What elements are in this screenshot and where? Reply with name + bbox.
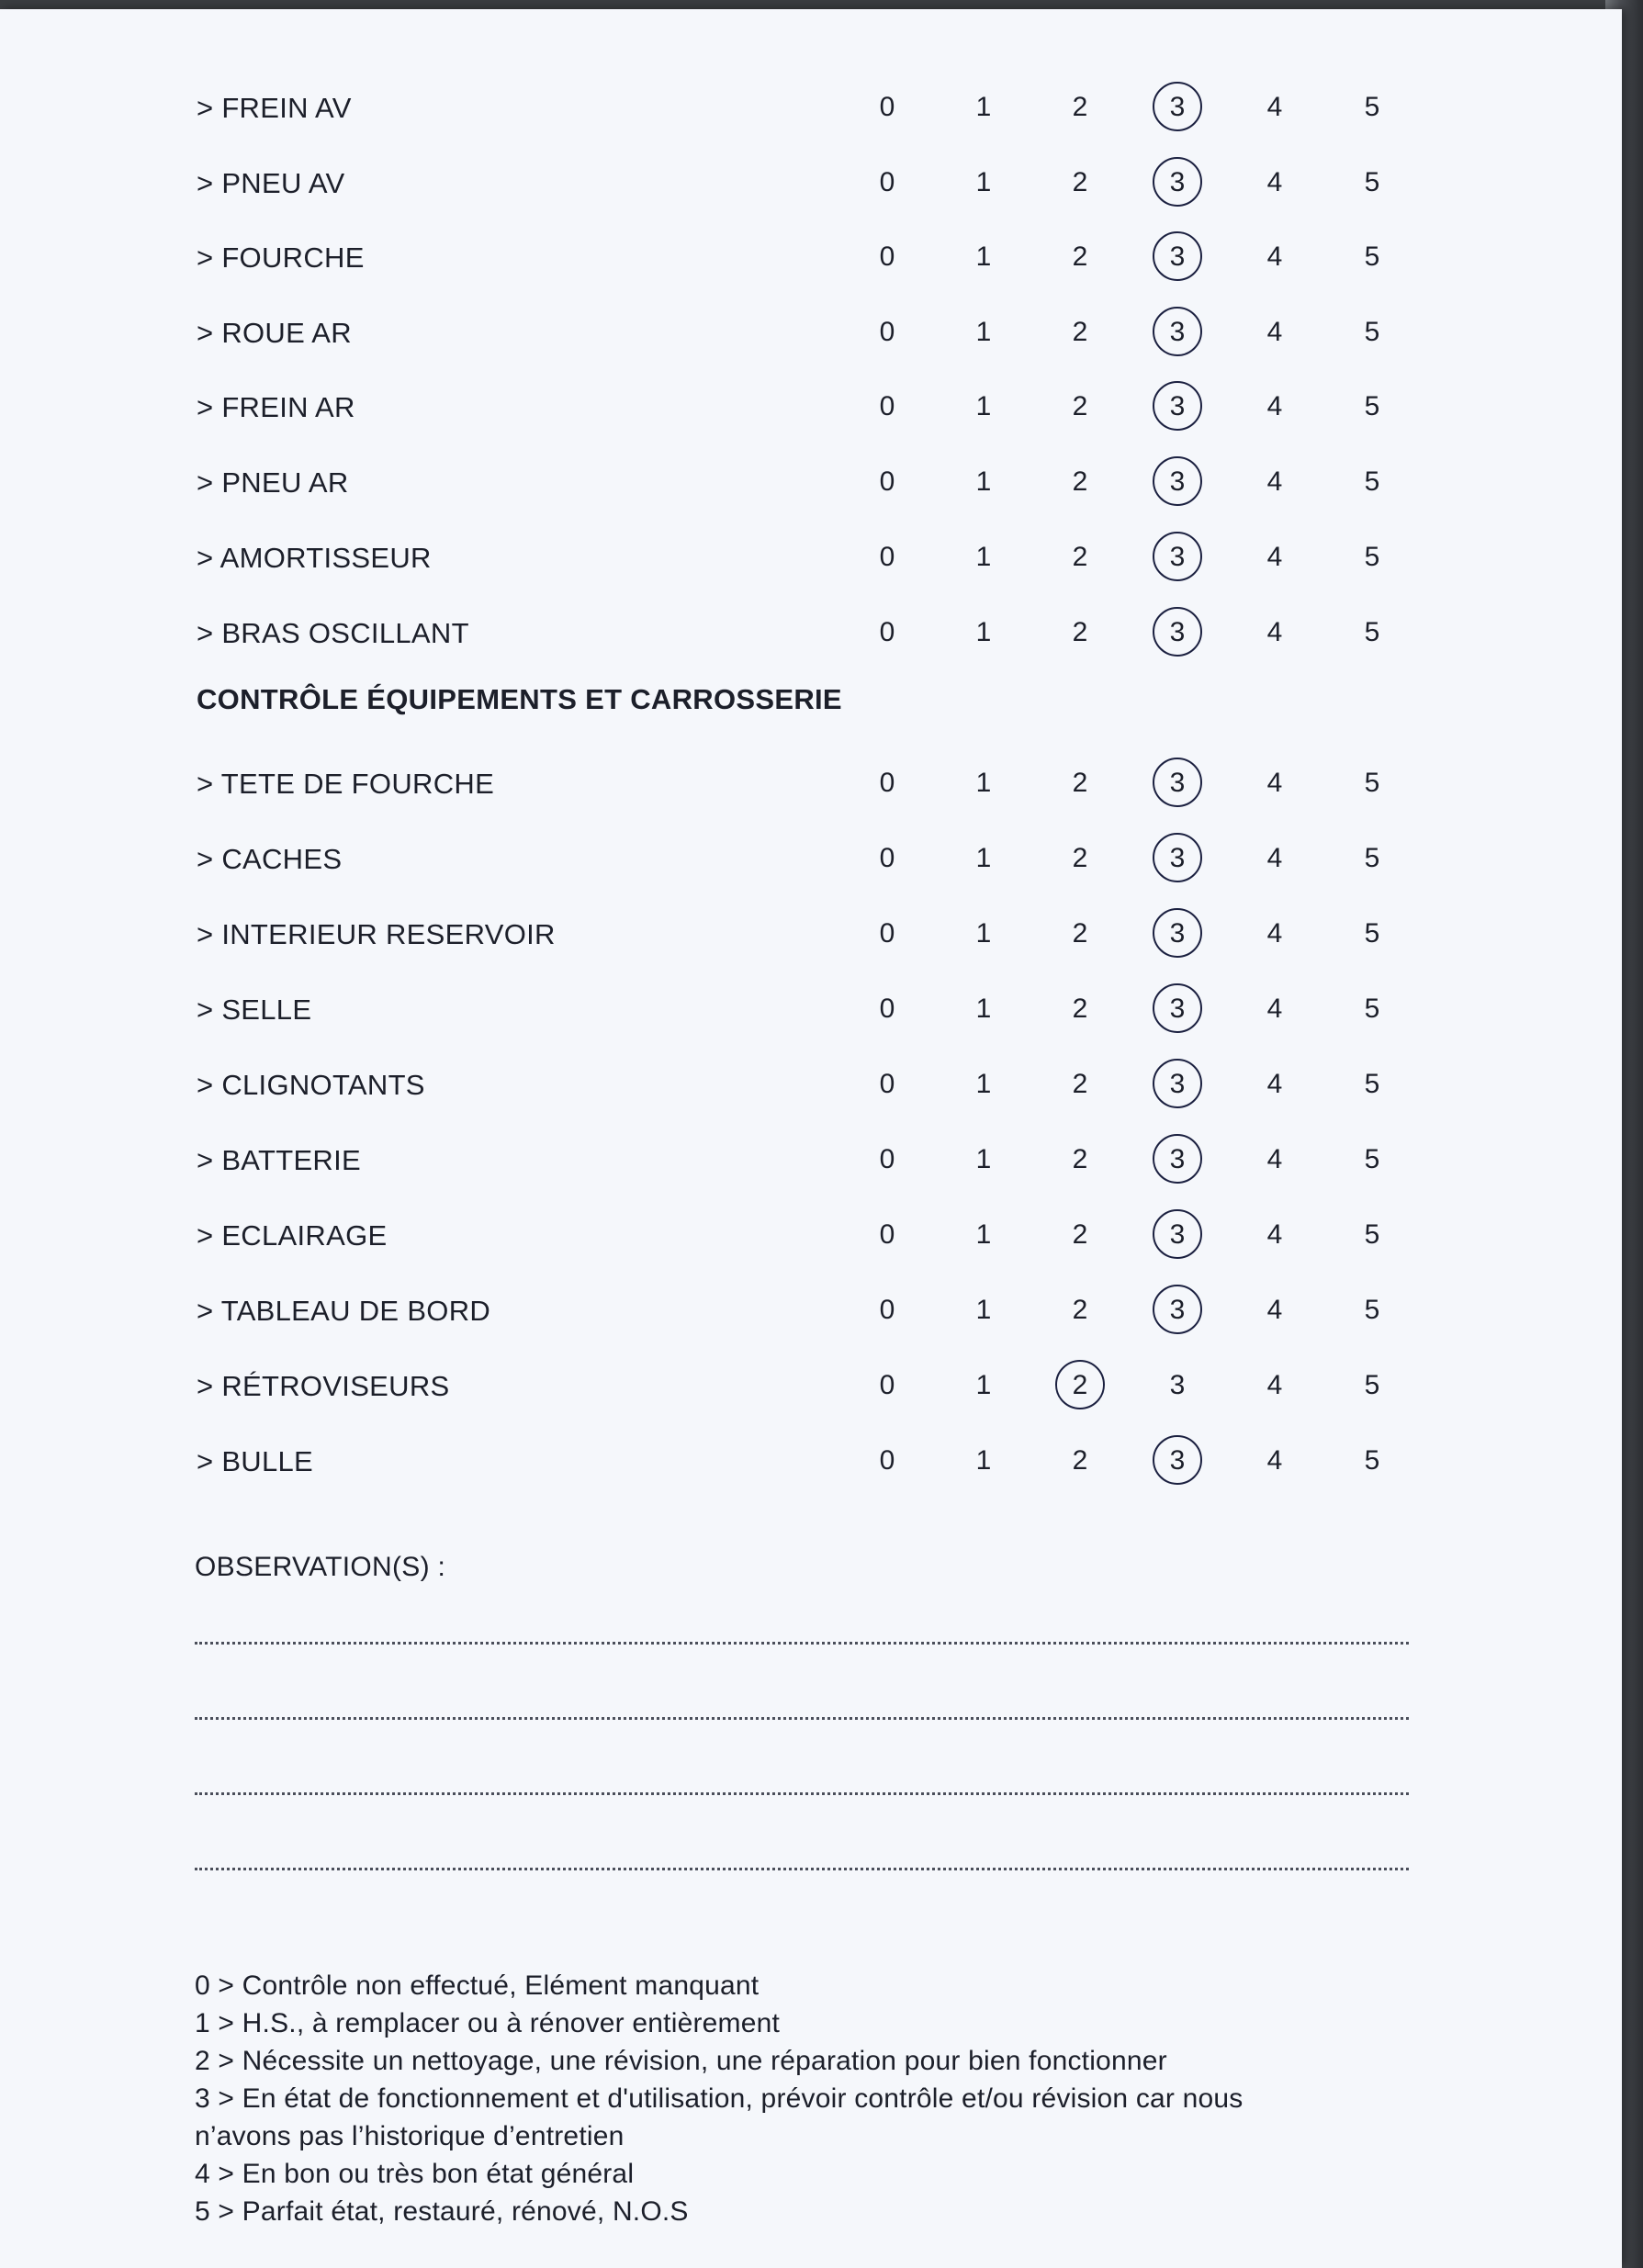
score-option[interactable]: 2 <box>1072 918 1088 949</box>
score-option[interactable]: 2 <box>1072 1370 1088 1400</box>
checklist-row <box>0 1359 1622 1414</box>
row-label: > TETE DE FOURCHE <box>197 768 495 800</box>
legend-line: n’avons pas l’historique d’entretien <box>195 2121 625 2151</box>
score-option[interactable]: 1 <box>975 92 992 122</box>
score-option[interactable]: 0 <box>879 1370 895 1400</box>
score-option[interactable]: 1 <box>975 1370 992 1400</box>
section-title: CONTRÔLE ÉQUIPEMENTS ET CARROSSERIE <box>197 683 842 715</box>
score-option[interactable]: 2 <box>1072 994 1088 1024</box>
selected-score-circle <box>1153 1134 1202 1184</box>
selected-score-circle <box>1153 381 1202 431</box>
selected-score-circle <box>1153 833 1202 882</box>
selected-score-circle <box>1153 983 1202 1033</box>
checklist-row <box>0 832 1622 887</box>
score-option[interactable]: 1 <box>975 542 992 572</box>
score-option[interactable]: 2 <box>1072 1069 1088 1099</box>
score-option[interactable]: 0 <box>879 391 895 421</box>
score-option[interactable]: 5 <box>1364 92 1380 122</box>
score-option[interactable]: 4 <box>1266 1295 1283 1325</box>
checklist-row <box>0 1284 1622 1339</box>
selected-score-circle <box>1153 307 1202 356</box>
score-option[interactable]: 2 <box>1072 317 1088 347</box>
score-option[interactable]: 5 <box>1364 1069 1380 1099</box>
score-option[interactable]: 4 <box>1266 1445 1283 1476</box>
score-option[interactable]: 4 <box>1266 1219 1283 1250</box>
score-option[interactable]: 4 <box>1266 1370 1283 1400</box>
row-label: > ROUE AR <box>197 317 352 349</box>
score-option[interactable]: 4 <box>1266 843 1283 873</box>
score-option[interactable]: 0 <box>879 466 895 497</box>
row-label: > BULLE <box>197 1445 314 1477</box>
inspection-sheet <box>0 9 1622 2268</box>
score-option[interactable]: 1 <box>975 317 992 347</box>
score-option[interactable]: 0 <box>879 768 895 798</box>
score-option[interactable]: 0 <box>879 317 895 347</box>
score-option[interactable]: 0 <box>879 843 895 873</box>
selected-score-circle <box>1153 157 1202 207</box>
score-option[interactable]: 0 <box>879 1295 895 1325</box>
score-option[interactable]: 3 <box>1169 1295 1186 1325</box>
row-label: > SELLE <box>197 994 312 1026</box>
score-option[interactable]: 0 <box>879 92 895 122</box>
row-label: > FREIN AR <box>197 391 355 423</box>
score-option[interactable]: 0 <box>879 167 895 197</box>
score-option[interactable]: 2 <box>1072 466 1088 497</box>
score-option[interactable]: 2 <box>1072 768 1088 798</box>
score-option[interactable]: 5 <box>1364 1144 1380 1174</box>
checklist-row <box>0 907 1622 962</box>
legend-line: 1 > H.S., à remplacer ou à rénover entièrement <box>195 2008 781 2038</box>
row-label: > AMORTISSEUR <box>197 542 432 574</box>
score-option[interactable]: 3 <box>1169 1445 1186 1476</box>
score-option[interactable]: 4 <box>1266 1069 1283 1099</box>
checklist-row <box>0 156 1622 211</box>
score-option[interactable]: 3 <box>1169 391 1186 421</box>
score-option[interactable]: 1 <box>975 994 992 1024</box>
score-option[interactable]: 1 <box>975 918 992 949</box>
score-option[interactable]: 0 <box>879 241 895 272</box>
score-option[interactable]: 5 <box>1364 1445 1380 1476</box>
score-option[interactable]: 4 <box>1266 542 1283 572</box>
score-option[interactable]: 5 <box>1364 391 1380 421</box>
selected-score-circle <box>1153 532 1202 581</box>
score-option[interactable]: 5 <box>1364 542 1380 572</box>
score-option[interactable]: 2 <box>1072 617 1088 647</box>
row-label: > ECLAIRAGE <box>197 1219 388 1252</box>
score-option[interactable]: 2 <box>1072 1219 1088 1250</box>
row-label: > BRAS OSCILLANT <box>197 617 469 649</box>
row-label: > INTERIEUR RESERVOIR <box>197 918 556 950</box>
score-option[interactable]: 1 <box>975 768 992 798</box>
checklist-row <box>0 531 1622 586</box>
score-option[interactable]: 5 <box>1364 843 1380 873</box>
score-option[interactable]: 3 <box>1169 241 1186 272</box>
row-label: > PNEU AR <box>197 466 349 499</box>
selected-score-circle <box>1153 908 1202 958</box>
score-option[interactable]: 4 <box>1266 167 1283 197</box>
checklist-row <box>0 455 1622 511</box>
score-option[interactable]: 3 <box>1169 1219 1186 1250</box>
score-option[interactable]: 2 <box>1072 843 1088 873</box>
score-option[interactable]: 2 <box>1072 92 1088 122</box>
score-option[interactable]: 3 <box>1169 92 1186 122</box>
selected-score-circle <box>1153 231 1202 281</box>
observation-line <box>195 1868 1409 1870</box>
score-option[interactable]: 0 <box>879 1069 895 1099</box>
score-option[interactable]: 2 <box>1072 542 1088 572</box>
row-label: > BATTERIE <box>197 1144 361 1176</box>
selected-score-circle <box>1153 758 1202 807</box>
score-option[interactable]: 0 <box>879 1144 895 1174</box>
row-label: > RÉTROVISEURS <box>197 1370 450 1402</box>
score-option[interactable]: 5 <box>1364 1370 1380 1400</box>
score-option[interactable]: 0 <box>879 994 895 1024</box>
score-option[interactable]: 1 <box>975 1445 992 1476</box>
row-label: > PNEU AV <box>197 167 345 199</box>
checklist-row <box>0 757 1622 812</box>
checklist-row <box>0 1434 1622 1489</box>
score-option[interactable]: 4 <box>1266 617 1283 647</box>
score-option[interactable]: 4 <box>1266 1144 1283 1174</box>
score-option[interactable]: 1 <box>975 617 992 647</box>
score-option[interactable]: 2 <box>1072 167 1088 197</box>
score-option[interactable]: 5 <box>1364 918 1380 949</box>
selected-score-circle <box>1153 1209 1202 1259</box>
score-option[interactable]: 4 <box>1266 918 1283 949</box>
checklist-row <box>0 1208 1622 1263</box>
selected-score-circle <box>1153 82 1202 131</box>
score-option[interactable]: 3 <box>1169 1370 1186 1400</box>
score-option[interactable]: 4 <box>1266 317 1283 347</box>
selected-score-circle <box>1055 1360 1105 1409</box>
legend-line: 4 > En bon ou très bon état général <box>195 2159 635 2189</box>
score-option[interactable]: 4 <box>1266 994 1283 1024</box>
score-option[interactable]: 4 <box>1266 92 1283 122</box>
score-option[interactable]: 1 <box>975 1144 992 1174</box>
selected-score-circle <box>1153 1285 1202 1334</box>
score-option[interactable]: 2 <box>1072 1445 1088 1476</box>
legend-line: 3 > En état de fonctionnement et d'utilisation, prévoir contrôle et/ou révision car nous <box>195 2083 1244 2114</box>
selected-score-circle <box>1153 1059 1202 1108</box>
score-option[interactable]: 1 <box>975 1219 992 1250</box>
checklist-row <box>0 230 1622 286</box>
observation-line <box>195 1792 1409 1795</box>
score-option[interactable]: 2 <box>1072 391 1088 421</box>
selected-score-circle <box>1153 607 1202 657</box>
score-option[interactable]: 3 <box>1169 466 1186 497</box>
score-option[interactable]: 5 <box>1364 317 1380 347</box>
score-option[interactable]: 4 <box>1266 466 1283 497</box>
score-option[interactable]: 3 <box>1169 617 1186 647</box>
score-option[interactable]: 2 <box>1072 1295 1088 1325</box>
score-option[interactable]: 1 <box>975 167 992 197</box>
score-option[interactable]: 1 <box>975 1295 992 1325</box>
score-option[interactable]: 3 <box>1169 918 1186 949</box>
row-label: > FREIN AV <box>197 92 352 124</box>
observation-line <box>195 1717 1409 1720</box>
score-option[interactable]: 0 <box>879 1219 895 1250</box>
observation-line <box>195 1642 1409 1645</box>
score-option[interactable]: 5 <box>1364 768 1380 798</box>
legend-line: 5 > Parfait état, restauré, rénové, N.O.S <box>195 2196 689 2227</box>
score-option[interactable]: 2 <box>1072 1144 1088 1174</box>
legend-line: 0 > Contrôle non effectué, Elément manquant <box>195 1970 760 2001</box>
score-option[interactable]: 4 <box>1266 241 1283 272</box>
score-option[interactable]: 1 <box>975 843 992 873</box>
score-option[interactable]: 1 <box>975 1069 992 1099</box>
score-option[interactable]: 3 <box>1169 843 1186 873</box>
score-option[interactable]: 3 <box>1169 542 1186 572</box>
score-option[interactable]: 3 <box>1169 1069 1186 1099</box>
score-option[interactable]: 1 <box>975 241 992 272</box>
checklist-row <box>0 81 1622 136</box>
selected-score-circle <box>1153 1435 1202 1485</box>
score-option[interactable]: 0 <box>879 617 895 647</box>
checklist-row <box>0 1058 1622 1113</box>
score-option[interactable]: 1 <box>975 391 992 421</box>
score-option[interactable]: 3 <box>1169 768 1186 798</box>
score-option[interactable]: 1 <box>975 466 992 497</box>
score-option[interactable]: 5 <box>1364 1219 1380 1250</box>
row-label: > FOURCHE <box>197 241 365 274</box>
score-option[interactable]: 2 <box>1072 241 1088 272</box>
score-option[interactable]: 4 <box>1266 768 1283 798</box>
score-option[interactable]: 3 <box>1169 167 1186 197</box>
checklist-row <box>0 380 1622 435</box>
row-label: > CLIGNOTANTS <box>197 1069 425 1101</box>
score-option[interactable]: 3 <box>1169 994 1186 1024</box>
observations-label: OBSERVATION(S) : <box>195 1552 446 1582</box>
score-option[interactable]: 5 <box>1364 994 1380 1024</box>
legend-line: 2 > Nécessite un nettoyage, une révision, une réparation pour bien fonctionner <box>195 2046 1167 2076</box>
score-option[interactable]: 5 <box>1364 617 1380 647</box>
score-option[interactable]: 5 <box>1364 466 1380 497</box>
rating-legend <box>195 1967 1425 2230</box>
checklist-row <box>0 982 1622 1038</box>
score-option[interactable]: 4 <box>1266 391 1283 421</box>
selected-score-circle <box>1153 456 1202 506</box>
score-option[interactable]: 5 <box>1364 241 1380 272</box>
checklist-row <box>0 306 1622 361</box>
row-label: > CACHES <box>197 843 343 875</box>
score-option[interactable]: 5 <box>1364 1295 1380 1325</box>
score-option[interactable]: 0 <box>879 1445 895 1476</box>
score-option[interactable]: 5 <box>1364 167 1380 197</box>
row-label: > TABLEAU DE BORD <box>197 1295 491 1327</box>
checklist-row <box>0 1133 1622 1188</box>
checklist-row <box>0 606 1622 661</box>
score-option[interactable]: 0 <box>879 542 895 572</box>
score-option[interactable]: 3 <box>1169 317 1186 347</box>
score-option[interactable]: 3 <box>1169 1144 1186 1174</box>
score-option[interactable]: 0 <box>879 918 895 949</box>
